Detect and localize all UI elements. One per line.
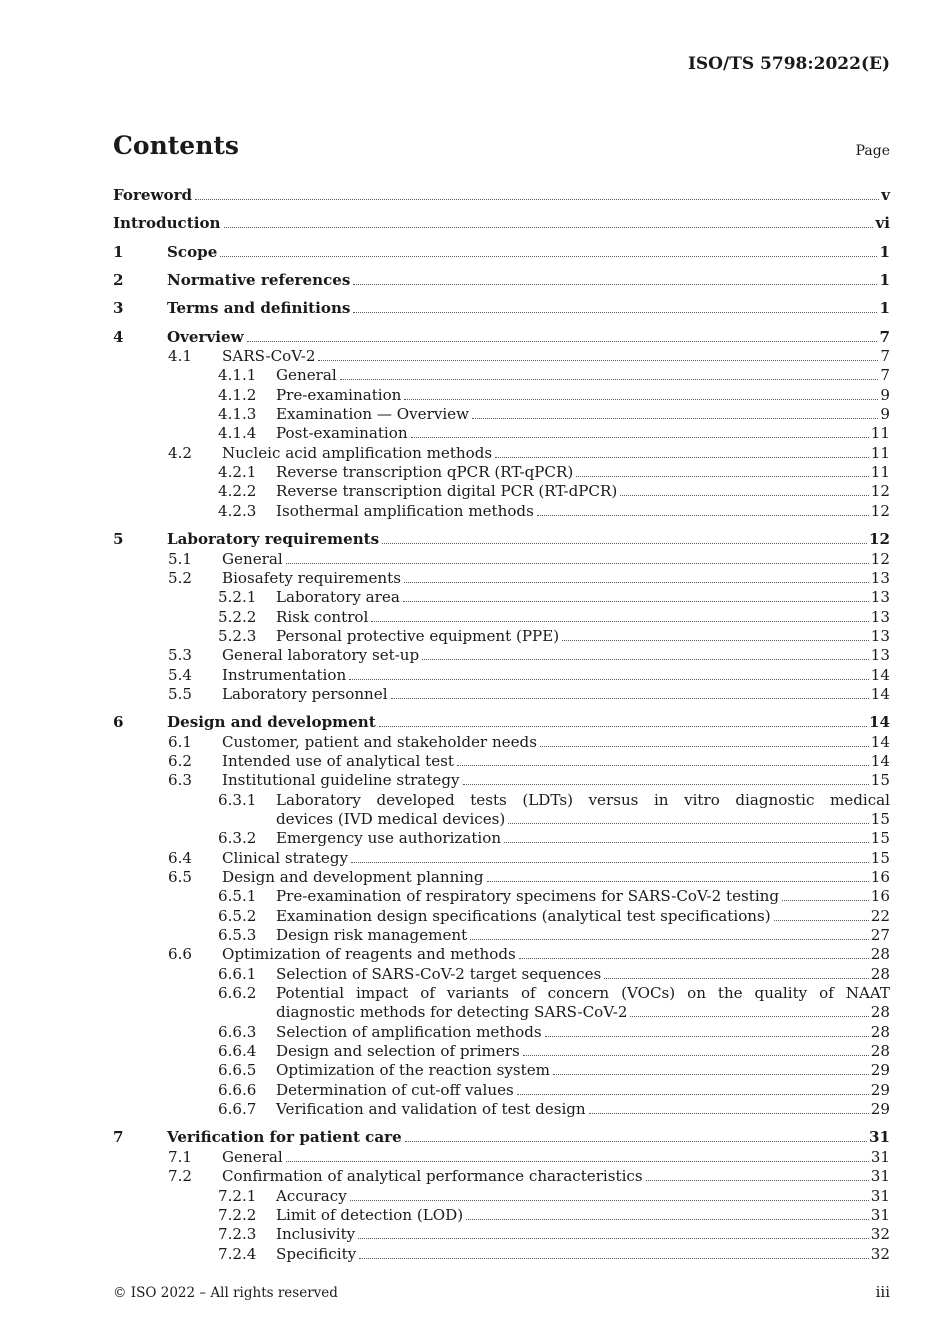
toc-entry-number: 7.2.3 [218,1225,257,1244]
toc-entry-number: 6.6.5 [218,1061,257,1080]
toc-entry[interactable] [113,771,890,790]
toc-entry-title: Terms and definitions [167,299,351,318]
toc-entry-number: 7.2 [168,1167,193,1186]
toc-entry-page: 11 [870,463,890,482]
toc-entry-page: 28 [870,964,890,983]
dot-leader [220,256,877,257]
toc-entry-number: 6.3 [168,771,193,790]
dot-leader [604,978,868,979]
dot-leader [382,543,867,544]
toc-entry-page: 31 [870,1147,890,1166]
toc-entry-title: Inclusivity [276,1225,356,1244]
toc-entry[interactable] [113,444,890,463]
dot-leader [286,1161,869,1162]
toc-entry-title: General [276,366,337,385]
toc-entry-title: Selection of amplification methods [276,1022,542,1041]
toc-entry-title: Personal protective equipment (PPE) [276,626,560,645]
toc-entry-page: 29 [870,1061,890,1080]
toc-entry-number: 7.2.1 [218,1186,257,1205]
toc-entry-number: 5.4 [168,665,193,684]
toc-entry[interactable] [113,666,890,685]
toc-entry-number: 6.3.2 [218,829,257,848]
toc-entry-number: 4.1 [168,347,193,366]
toc-entry-number: 7 [113,1128,124,1147]
toc-entry-title: Risk control [276,607,369,626]
toc-entry-number: 2 [113,271,124,290]
toc-entry-page: 29 [870,1100,890,1119]
dot-leader [620,495,869,496]
toc-entry-page: 16 [870,887,890,906]
toc-entry-number: 4.1.1 [218,366,257,385]
toc-entry-title: Institutional guideline strategy [222,771,460,790]
toc-entry[interactable] [113,907,890,926]
toc-entry-title: Scope [167,242,218,261]
toc-entry-page: 9 [880,385,890,404]
toc-entry-number: 6.5.2 [218,906,257,925]
toc-entry-number: 6.6.7 [218,1100,257,1119]
toc-entry[interactable] [113,502,890,521]
toc-entry-page: 14 [870,732,890,751]
toc-entry[interactable] [113,849,890,868]
toc-entry-title: Verification and validation of test design [276,1100,586,1119]
toc-entry-page: 14 [870,751,890,770]
toc-entry[interactable] [113,945,890,964]
dot-leader [353,284,877,285]
toc-entry-title: Accuracy [276,1186,347,1205]
dot-leader [537,515,869,516]
dot-leader [553,1074,869,1075]
toc-entry[interactable] [113,1042,890,1061]
toc-entry[interactable] [113,243,890,262]
toc-entry-number: 7.2.4 [218,1244,257,1263]
dot-leader [508,823,868,824]
toc-entry-page: 7 [880,366,890,385]
toc-entry-page: 12 [870,482,890,501]
toc-entry[interactable] [113,1245,890,1264]
toc-entry-page: vi [875,214,890,233]
dot-leader [349,679,869,680]
dot-leader [247,341,878,342]
toc-entry[interactable] [113,271,890,290]
toc-entry-title: Potential impact of variants of concern (VOCs) on the quality of NAAT [276,984,890,1003]
copyright-notice: © ISO 2022 – All rights reserved [113,1285,338,1301]
toc-entry-number: 4.2.3 [218,501,257,520]
toc-entry-page: 28 [870,1022,890,1041]
toc-entry[interactable] [113,1187,890,1206]
toc-entry-title: Laboratory developed tests (LDTs) versus in vitro diagnostic medical [276,790,890,809]
toc-entry-number: 5.1 [168,549,193,568]
toc-entry-page: 28 [870,945,890,964]
toc-entry[interactable] [113,829,890,848]
toc-entry-number: 6 [113,713,124,732]
dot-leader [466,1219,869,1220]
toc-entry-page: 9 [880,405,890,424]
dot-leader [195,199,879,200]
toc-entry-page: 22 [870,906,890,925]
toc-entry[interactable] [113,984,890,1023]
toc-entry[interactable] [113,1023,890,1042]
toc-entry-title: Selection of SARS-CoV-2 target sequences [276,964,602,983]
toc-entry-page: 15 [870,771,890,790]
toc-entry[interactable] [113,752,890,771]
toc-entry-page: 14 [868,713,890,732]
toc-entry-number: 4.2 [168,443,193,462]
toc-entry-page: 13 [870,626,890,645]
toc-entry-number: 6.1 [168,732,193,751]
toc-entry-page: 1 [879,271,890,290]
toc-entry-page: 13 [870,646,890,665]
toc-entry-title: Examination design specifications (analytical test specifications) [276,906,771,925]
toc-entry-number: 6.6.2 [218,984,257,1003]
toc-entry-number: 6.3.1 [218,790,257,809]
toc-entry-title: Determination of cut-off values [276,1080,514,1099]
toc-entry-number: 6.5.1 [218,887,257,906]
toc-entry-page: 7 [880,347,890,366]
dot-leader [457,765,869,766]
toc-entry-title: General [222,549,283,568]
toc-entry[interactable] [113,965,890,984]
toc-entry[interactable] [113,1061,890,1080]
toc-entry-number: 4.2.1 [218,463,257,482]
dot-leader [504,842,869,843]
toc-entry-page: 12 [870,501,890,520]
dot-leader [487,881,869,882]
toc-entry[interactable] [113,1148,890,1167]
page-number: iii [875,1283,890,1301]
toc-entry-title: Customer, patient and stakeholder needs [222,732,537,751]
toc-entry-title: Design and development [167,713,376,732]
toc-entry-page: 12 [868,530,890,549]
dot-leader [353,312,877,313]
toc-entry-number: 4 [113,327,124,346]
toc-entry-page: 28 [870,1003,890,1022]
dot-leader [359,1258,869,1259]
dot-leader [782,900,869,901]
toc-entry-number: 4.1.2 [218,385,257,404]
toc-entry-page: 31 [870,1186,890,1205]
dot-leader [391,698,869,699]
toc-entry[interactable] [113,627,890,646]
toc-entry[interactable] [113,713,890,732]
toc-entry-page: 31 [870,1167,890,1186]
toc-entry-title: Clinical strategy [222,848,349,867]
toc-entry-number: 6.6.6 [218,1080,257,1099]
dot-leader [523,1055,869,1056]
toc-entry-number: 5.2 [168,568,193,587]
dot-leader [404,582,869,583]
toc-entry-number: 5.5 [168,684,193,703]
dot-leader [403,601,869,602]
dot-leader [351,862,869,863]
dot-leader [405,1141,867,1142]
toc-entry-number: 6.6.4 [218,1042,257,1061]
dot-leader [517,1094,869,1095]
toc-entry-title: Overview [167,327,244,346]
toc-entry-title: Limit of detection (LOD) [276,1205,464,1224]
toc-entry-page: 32 [870,1225,890,1244]
toc-entry-page: 7 [879,327,890,346]
toc-entry-title: Emergency use authorization [276,829,502,848]
toc-entry-number: 1 [113,242,124,261]
dot-leader [495,457,869,458]
toc-entry-title: Post-examination [276,424,408,443]
dot-leader [463,784,869,785]
toc-entry-title: Isothermal amplification methods [276,501,534,520]
toc-entry[interactable] [113,588,890,607]
page-column-label: Page [855,143,890,159]
toc-entry-number: 4.1.4 [218,424,257,443]
dot-leader [589,1113,869,1114]
toc-entry[interactable] [113,569,890,588]
toc-entry[interactable] [113,791,890,830]
dot-leader [545,1036,869,1037]
toc-entry-page: 28 [870,1042,890,1061]
toc-entry-number: 3 [113,299,124,318]
toc-entry-number: 7.2.2 [218,1205,257,1224]
toc-entry-number: 6.6.3 [218,1022,257,1041]
toc-entry-number: 5.2.2 [218,607,257,626]
toc-entry[interactable] [113,550,890,569]
toc-entry-page: 31 [870,1205,890,1224]
toc-entry[interactable] [113,646,890,665]
toc-entry[interactable] [113,926,890,945]
toc-entry[interactable] [113,887,890,906]
toc-entry[interactable] [113,482,890,501]
toc-entry-number: 5.2.1 [218,588,257,607]
toc-entry-page: 13 [870,607,890,626]
toc-entry-page: 1 [879,242,890,261]
dot-leader [422,659,869,660]
toc-entry[interactable] [113,299,890,318]
table-of-contents [113,186,890,1264]
document-id: ISO/TS 5798:2022(E) [687,54,890,74]
toc-entry-number: 6.2 [168,751,193,770]
toc-entry[interactable] [113,463,890,482]
toc-entry-page: 12 [870,549,890,568]
toc-entry[interactable] [113,186,890,205]
toc-entry-title-continued: diagnostic methods for detecting SARS-CoV-2 [276,1003,628,1022]
toc-entry[interactable] [113,347,890,366]
dot-leader [224,227,874,228]
toc-entry[interactable] [113,1081,890,1100]
dot-leader [404,399,878,400]
toc-entry[interactable] [113,214,890,233]
toc-entry[interactable] [113,868,890,887]
toc-entry-number: 6.5 [168,868,193,886]
toc-entry-page: 15 [870,809,890,828]
toc-entry-page: 14 [870,684,890,703]
toc-entry[interactable] [113,1225,890,1244]
dot-leader [286,563,869,564]
dot-leader [371,621,868,622]
toc-entry-page: 31 [868,1128,890,1147]
toc-entry-page: 32 [870,1244,890,1263]
toc-entry-number: 4.1.3 [218,405,257,424]
toc-entry-page: 27 [870,926,890,945]
toc-entry-title: Optimization of the reaction system [276,1061,550,1080]
toc-entry-title: Instrumentation [222,665,347,684]
dot-leader [340,379,879,380]
toc-entry-page: 15 [870,848,890,867]
toc-entry-title: General laboratory set-up [222,646,420,665]
toc-entry[interactable] [113,366,890,385]
toc-entry[interactable] [113,1128,890,1147]
toc-entry-title: Laboratory personnel [222,684,388,703]
toc-entry[interactable] [113,1167,890,1186]
toc-entry-number: 6.6.1 [218,964,257,983]
toc-entry[interactable] [113,424,890,443]
toc-entry-title: Pre-examination [276,385,402,404]
dot-leader [562,640,869,641]
toc-entry-title: Design risk management [276,926,468,945]
dot-leader [470,939,869,940]
toc-entry-title: Design and development planning [222,868,484,886]
dot-leader [774,920,869,921]
toc-entry-title: Nucleic acid amplification methods [222,443,493,462]
toc-entry-number: 6.6 [168,945,193,964]
toc-entry[interactable] [113,1100,890,1119]
toc-entry-title: General [222,1147,283,1166]
toc-entry-page: 29 [870,1080,890,1099]
toc-entry[interactable] [113,405,890,424]
toc-entry-page: 11 [870,443,890,462]
toc-entry[interactable] [113,530,890,549]
toc-entry-title: Confirmation of analytical performance characteristics [222,1167,643,1186]
dot-leader [318,360,878,361]
toc-entry-title-continued: devices (IVD medical devices) [276,809,506,828]
toc-entry-page: 13 [870,588,890,607]
dot-leader [411,437,869,438]
toc-entry-page: 14 [870,665,890,684]
toc-entry-number: 6.4 [168,848,193,867]
toc-entry-number: 5.2.3 [218,626,257,645]
dot-leader [630,1016,868,1017]
toc-entry[interactable] [113,1206,890,1225]
toc-entry[interactable] [113,733,890,752]
dot-leader [519,958,869,959]
toc-entry-number: 5.3 [168,646,193,665]
toc-entry-page: 11 [870,424,890,443]
toc-entry[interactable] [113,608,890,627]
toc-entry-page: 16 [870,868,890,886]
dot-leader [576,476,869,477]
dot-leader [358,1238,869,1239]
dot-leader [379,726,867,727]
toc-entry-title: Normative references [167,271,351,290]
dot-leader [472,418,878,419]
toc-entry-title: Foreword [113,186,193,204]
toc-entry-title: Optimization of reagents and methods [222,945,516,964]
toc-entry-page: 13 [870,568,890,587]
toc-entry-title: Reverse transcription digital PCR (RT-dPCR) [276,482,618,501]
toc-entry-title: Biosafety requirements [222,568,401,587]
toc-entry-title: Design and selection of primers [276,1042,520,1061]
toc-entry-title: Pre-examination of respiratory specimens for SARS-CoV-2 testing [276,887,780,906]
toc-entry-number: 5 [113,530,124,549]
toc-entry-title: Examination — Overview [276,405,470,424]
toc-entry[interactable] [113,386,890,405]
toc-entry-title: SARS-CoV-2 [222,347,316,366]
dot-leader [646,1180,869,1181]
toc-entry-title: Specificity [276,1244,357,1263]
toc-entry-page: 1 [879,299,890,318]
page-title: Contents [113,131,240,160]
toc-entry-title: Reverse transcription qPCR (RT-qPCR) [276,463,574,482]
dot-leader [350,1200,869,1201]
toc-entry-page: v [881,186,890,204]
toc-entry-title: Laboratory requirements [167,530,380,549]
toc-entry-title: Laboratory area [276,588,400,607]
toc-entry-title: Introduction [113,214,221,233]
dot-leader [540,746,869,747]
toc-entry-title: Intended use of analytical test [222,751,454,770]
toc-entry-number: 4.2.2 [218,482,257,501]
toc-entry-number: 6.5.3 [218,926,257,945]
toc-entry-number: 7.1 [168,1147,193,1166]
toc-entry-title: Verification for patient care [167,1128,402,1147]
toc-entry-page: 15 [870,829,890,848]
toc-entry[interactable] [113,328,890,347]
toc-entry[interactable] [113,685,890,704]
